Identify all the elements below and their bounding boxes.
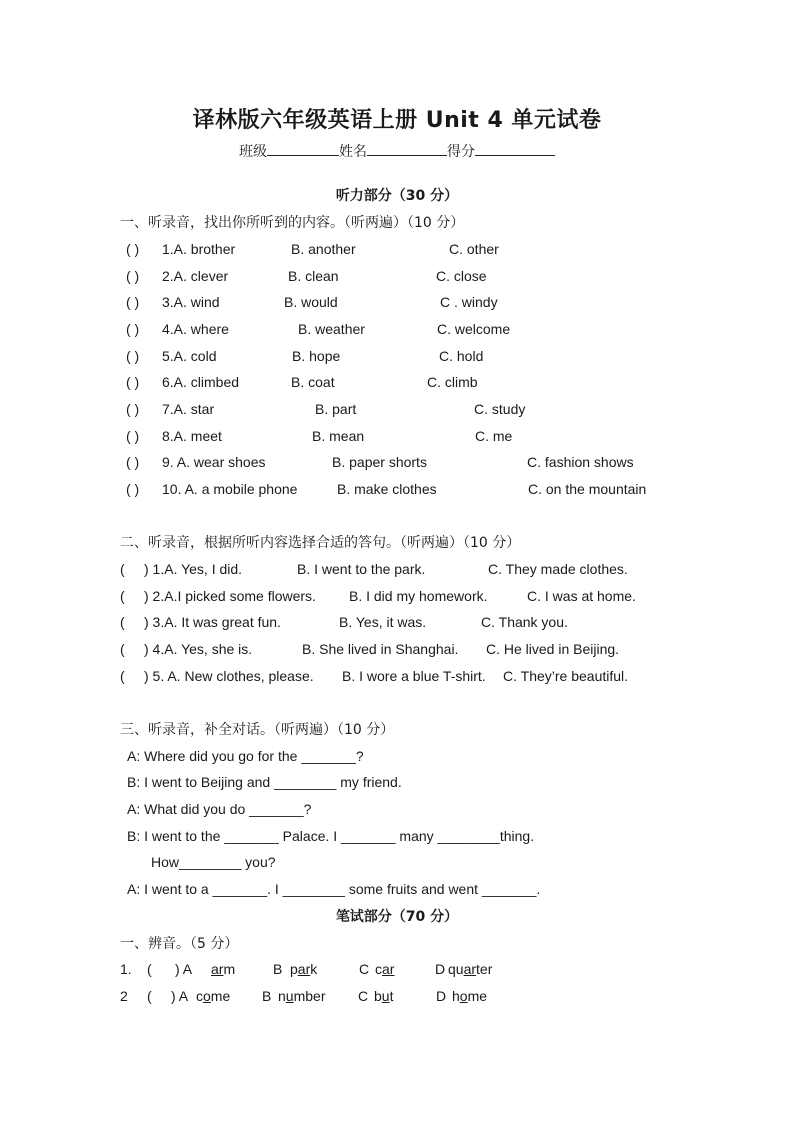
- score-blank[interactable]: [475, 141, 555, 156]
- listening-item-row: [0, 428, 794, 448]
- option-b-word: number: [278, 988, 326, 1004]
- option-b: B. I went to the park.: [297, 561, 426, 577]
- answer-paren[interactable]: (: [120, 561, 125, 577]
- option-b: B. I wore a blue T-shirt.: [342, 668, 486, 684]
- name-label: 姓名: [339, 144, 367, 160]
- option-a-word: come: [196, 988, 231, 1004]
- listening-item-row: [0, 454, 794, 474]
- answer-paren[interactable]: ( ): [126, 481, 140, 497]
- option-b: B. mean: [312, 428, 365, 444]
- answer-paren[interactable]: (: [120, 614, 125, 630]
- listening-response-row: [0, 614, 794, 634]
- listening-item-row: [0, 294, 794, 314]
- option-c: C. fashion shows: [527, 454, 634, 470]
- option-b: B. another: [291, 241, 356, 257]
- dialogue-line: B: I went to the _______ Palace. I _______ many ________thing.: [127, 828, 535, 844]
- listening-section3-heading: 三、听录音，补全对话。（听两遍）（10 分）: [120, 722, 395, 738]
- option-b-label: B: [273, 961, 283, 977]
- listening-item-row: [0, 401, 794, 421]
- option-a: ) 5. A. New clothes, please.: [144, 668, 314, 684]
- option-c: C . windy: [440, 294, 498, 310]
- answer-paren[interactable]: ( ): [126, 428, 140, 444]
- listening-item-row: [0, 374, 794, 394]
- underlined-letters: ar: [297, 961, 311, 977]
- dialogue-line: A: Where did you go for the _______?: [127, 748, 364, 764]
- option-a-word: arm: [211, 961, 236, 977]
- option-a: 8.A. meet: [162, 428, 222, 444]
- option-a: 9. A. wear shoes: [162, 454, 266, 470]
- option-a-label: ) A: [175, 961, 193, 977]
- answer-paren[interactable]: (: [147, 961, 152, 977]
- option-a: 10. A. a mobile phone: [162, 481, 298, 497]
- answer-paren[interactable]: ( ): [126, 454, 140, 470]
- listening-response-row: [0, 588, 794, 608]
- option-a: 4.A. where: [162, 321, 229, 337]
- underlined-letters: ar: [463, 961, 477, 977]
- listening-response-row: [0, 668, 794, 688]
- option-c: C. They made clothes.: [488, 561, 628, 577]
- option-b: B. part: [315, 401, 357, 417]
- option-c-label: C: [359, 961, 370, 977]
- listening-item-row: [0, 481, 794, 501]
- question-number: 2: [120, 988, 128, 1004]
- option-b: B. Yes, it was.: [339, 614, 427, 630]
- listening-section1-heading: 一、听录音，找出你所听到的内容。（听两遍）（10 分）: [120, 215, 465, 231]
- option-c: C. Thank you.: [481, 614, 568, 630]
- dialogue-line: A: I went to a _______. I ________ some fruits and went _______.: [127, 881, 541, 897]
- written-section1-heading: 一、辨音。（5 分）: [120, 936, 239, 952]
- option-a: ) 2.A.I picked some flowers.: [144, 588, 316, 604]
- student-info-line: [0, 141, 794, 161]
- option-a: 2.A. clever: [162, 268, 229, 284]
- option-b: B. coat: [291, 374, 335, 390]
- underlined-letters: u: [285, 988, 294, 1004]
- option-c-word: but: [374, 988, 394, 1004]
- option-a: 3.A. wind: [162, 294, 220, 310]
- option-c: C. hold: [439, 348, 484, 364]
- option-a: ) 3.A. It was great fun.: [144, 614, 281, 630]
- answer-paren[interactable]: ( ): [126, 321, 140, 337]
- answer-paren[interactable]: (: [120, 668, 125, 684]
- answer-paren[interactable]: ( ): [126, 294, 140, 310]
- option-b-label: B: [262, 988, 272, 1004]
- answer-paren[interactable]: ( ): [126, 348, 140, 364]
- dialogue-line: How________ you?: [151, 854, 276, 870]
- option-c: C. close: [436, 268, 487, 284]
- option-b: B. paper shorts: [332, 454, 427, 470]
- underlined-letters: u: [381, 988, 390, 1004]
- listening-heading: 听力部分（30 分）: [335, 188, 459, 204]
- option-b-word: park: [290, 961, 318, 977]
- option-c: C. I was at home.: [527, 588, 636, 604]
- option-b: B. I did my homework.: [349, 588, 488, 604]
- option-d-word: home: [452, 988, 488, 1004]
- listening-response-row: [0, 561, 794, 581]
- answer-paren[interactable]: (: [147, 988, 152, 1004]
- option-a: ) 1.A. Yes, I did.: [144, 561, 243, 577]
- answer-paren[interactable]: ( ): [126, 401, 140, 417]
- score-label: 得分: [447, 144, 475, 160]
- option-a-label: ) A: [171, 988, 189, 1004]
- answer-paren[interactable]: ( ): [126, 268, 140, 284]
- option-c: C. He lived in Beijing.: [486, 641, 620, 657]
- underlined-letters: ar: [211, 961, 224, 977]
- option-c: C. welcome: [437, 321, 511, 337]
- option-b: B. hope: [292, 348, 341, 364]
- listening-item-row: [0, 241, 794, 261]
- phonics-row: [0, 961, 794, 981]
- listening-item-row: [0, 321, 794, 341]
- class-label: 班级: [239, 144, 267, 160]
- written-heading: 笔试部分（70 分）: [335, 909, 459, 925]
- answer-paren[interactable]: ( ): [126, 374, 140, 390]
- option-d-word: quarter: [448, 961, 493, 977]
- option-d-label: D: [436, 988, 447, 1004]
- answer-paren[interactable]: (: [120, 588, 125, 604]
- phonics-row: [0, 988, 794, 1008]
- name-blank[interactable]: [367, 141, 447, 156]
- option-b: B. clean: [288, 268, 339, 284]
- underlined-letters: o: [459, 988, 468, 1004]
- option-c: C. on the mountain: [528, 481, 647, 497]
- option-c: C. study: [474, 401, 526, 417]
- question-number: 1.: [120, 961, 132, 977]
- option-b: B. She lived in Shanghai.: [302, 641, 459, 657]
- option-c: C. other: [449, 241, 499, 257]
- underlined-letters: o: [203, 988, 211, 1004]
- dialogue-line: A: What did you do _______?: [127, 801, 312, 817]
- option-a: 5.A. cold: [162, 348, 217, 364]
- option-c-word: car: [375, 961, 395, 977]
- option-c: C. me: [475, 428, 513, 444]
- listening-response-row: [0, 641, 794, 661]
- option-a: 6.A. climbed: [162, 374, 240, 390]
- listening-item-row: [0, 348, 794, 368]
- option-a: 1.A. brother: [162, 241, 236, 257]
- option-c: C. climb: [427, 374, 478, 390]
- option-a: 7.A. star: [162, 401, 215, 417]
- option-b: B. weather: [298, 321, 365, 337]
- class-blank[interactable]: [267, 141, 339, 156]
- option-b: B. would: [284, 294, 338, 310]
- option-b: B. make clothes: [337, 481, 437, 497]
- answer-paren[interactable]: ( ): [126, 241, 140, 257]
- answer-paren[interactable]: (: [120, 641, 125, 657]
- option-d-label: D: [435, 961, 446, 977]
- option-c-label: C: [358, 988, 369, 1004]
- underlined-letters: ar: [382, 961, 395, 977]
- dialogue-line: B: I went to Beijing and ________ my friend.: [127, 774, 402, 790]
- option-c: C. They’re beautiful.: [503, 668, 629, 684]
- listening-section2-heading: 二、听录音，根据所听内容选择合适的答句。（听两遍）（10 分）: [120, 535, 521, 551]
- page-title: 译林版六年级英语上册 Unit 4 单元试卷: [192, 108, 602, 133]
- listening-item-row: [0, 268, 794, 288]
- option-a: ) 4.A. Yes, she is.: [144, 641, 253, 657]
